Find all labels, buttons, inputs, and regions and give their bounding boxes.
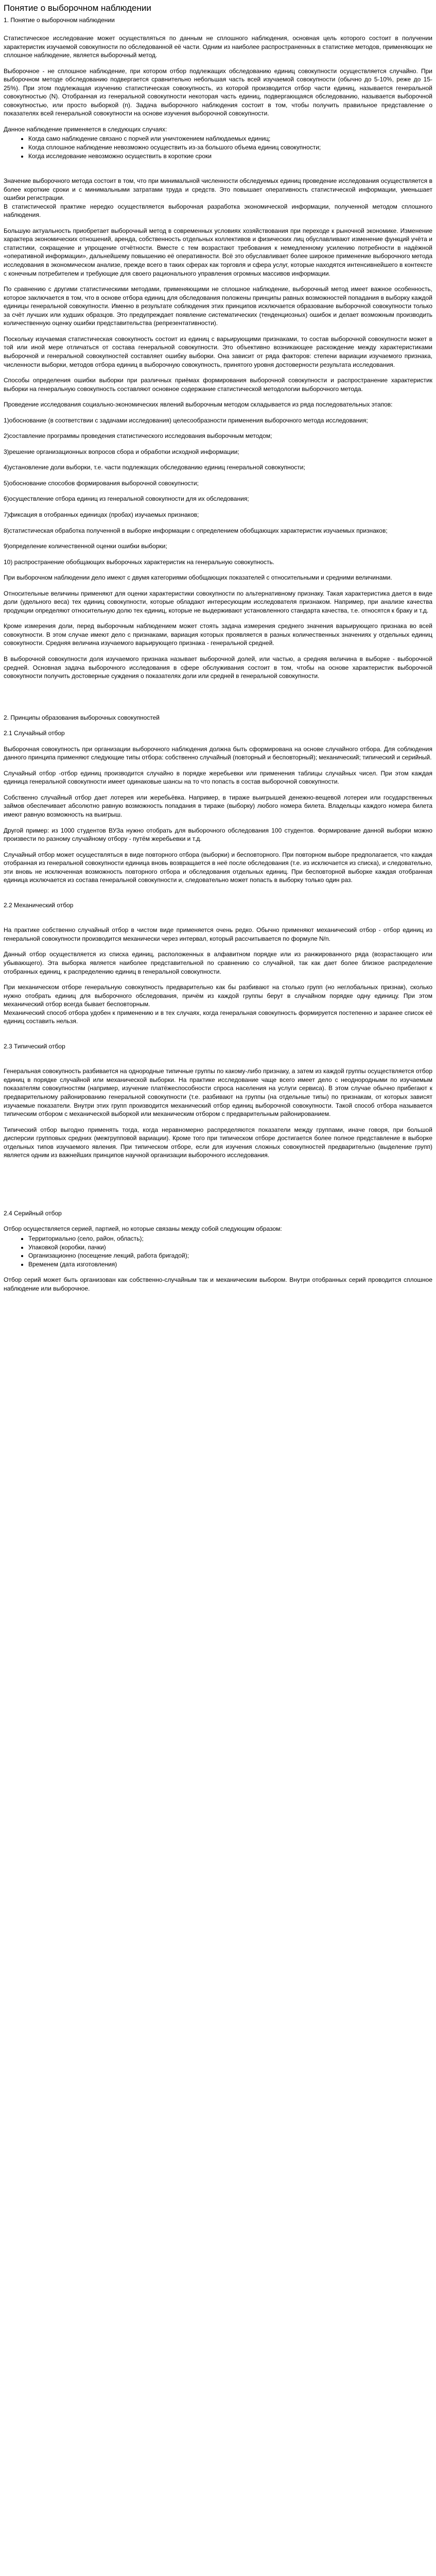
- paragraph-typical-1: Генеральная совокупность разбивается на однородные типичные группы по какому-либо признаку, а затем из каждой группы осуществляется отбор единиц в порядке случайной или механической выборки. На практике исследование чаще всего имеет дело с неоднородными по изучаемым показателям совокупностям (например, изучение платёжеспособности спроса населения на услуги сервиса). В этом случае обычно прибегают к предварительному районированию генеральной совокупности (т.е. разбивают на группы (на отдельные типы) по признакам, от которых зависят изучаемые показатели. Внутри этих групп производится механический отбор единиц выборочной совокупности. Такой способ отбора называется типическим отбором с механической выборкой или механическим отбором с предварительным районированием.: [4, 1067, 432, 1118]
- paragraph-mechanical-4: Механический способ отбора удобен к применению и в тех случаях, когда генеральная совокупность формируется постепенно и заранее список её единиц составить нельзя.: [4, 1009, 432, 1025]
- section-1-title: 1. Понятие о выборочном наблюдении: [4, 16, 115, 24]
- paragraph-serial-2: Отбор серий может быть организован как собственно-случайным так и механическим выбором. Внутри отобранных серий проводится сплошное наблюдение или выборочное.: [4, 1276, 432, 1292]
- series-list: [4, 1234, 432, 1268]
- stage-item: 6)осуществление отбора единиц из генеральной совокупности для их обследования;: [4, 495, 249, 503]
- stage-item: 4)установление доли выборки, т.е. части подлежащих обследованию единиц генеральной совокупности;: [4, 464, 305, 471]
- paragraph-intro: Статистическое исследование может осуществляться по данным не сплошного наблюдения, основная цель которого состоит в получении характеристик изучаемой совокупности по обследованной её части. Одним из наиболее распространенных в статистике методов, применяющих не сплошное наблюдение, является выборочный метод.: [4, 35, 432, 59]
- list-item: • Когда сплошное наблюдение невозможно осуществить из-за большого объема единиц совокупности;: [28, 143, 432, 152]
- list-item: • Когда само наблюдение связано с порчей или уничтожением наблюдаемых единиц;: [28, 134, 432, 143]
- stage-item: 3)решение организационных вопросов сбора и обработки исходной информации;: [4, 448, 239, 455]
- paragraph-actuality: Большую актуальность приобретает выборочный метод в современных условиях хозяйствования при переходе к рыночной экономике. Изменение характера экономических отношений, аренда, собственность отдельных коллективов и физических лиц обуславливают изменение функций учёта и статистики, сокращение и упрощение отчётности. Вместе с тем возрастают требования к немедленному усилению потребности в надёжной «оперативной информации», дальнейшему повышению её оперативности. Всё это обуславливает более широкое применение выборочного метода исследования в экономическом анализе, прежде всего в таких сферах как торговля и сфера услуг, которые находятся интенсивнейшего в контексте с конечным потребителем и требующие для своего рационального управления огромных массивов информации.: [4, 227, 432, 277]
- paragraph-significance: Значение выборочного метода состоит в том, что при минимальной численности обследуемых единиц проведение исследования осуществляется в более короткие сроки и с минимальными затратами труда и средств. Это повышает оперативность статистической информации, уменьшает ошибки регистрации.: [4, 177, 432, 202]
- paragraph-sampling-error: Поскольку изучаемая статистическая совокупность состоит из единиц с варьирующими признаками, то состав выборочной совокупности может в той или иной мере отличаться от состава генеральной совокупности. Это объективно возникающее расхождение между характеристиками выборочной и генеральной совокупностей составляет ошибку выборки. Она зависит от ряда факторов: степени вариации изучаемого признака, численности выборки, методов отбора единиц в выборочную совокупность, принятого уровня достоверности результата исследования.: [4, 335, 432, 368]
- stage-item: 10) распространение обобщающих выборочных характеристик на генеральную совокупность.: [4, 558, 275, 566]
- document-title: Понятие о выборочном наблюдении: [4, 3, 151, 13]
- stage-item: 7)фиксация в отобранных единицах (пробах) изучаемых признаков;: [4, 511, 199, 518]
- paragraph-stages-intro: Проведение исследования социально-экономических явлений выборочным методом складывается из ряда последовательных этапов:: [4, 401, 393, 409]
- paragraph-mechanical-3: При механическом отборе генеральную совокупность предварительно как бы разбивают на столько групп (но неглобальных признак), сколько нужно отобрать единиц для выборочного обследования, причём из каждой группы берут в случайном порядке одну единицу. При этом механический отбор всегда бывает бесповторным.: [4, 984, 432, 1008]
- paragraph-indicators: При выборочном наблюдении дело имеют с двумя категориями обобщающих показателей с относительными и средними величинами.: [4, 574, 392, 582]
- stage-item: 8)статистическая обработка полученной в выборке информации с определением обобщающих характеристик изучаемых признаков;: [4, 527, 388, 534]
- list-item: • Временем (дата изготовления): [28, 1260, 432, 1269]
- paragraph-random-2: Случайный отбор -отбор единиц производится случайно в порядке жеребьевки или применения таблицы случайных чисел. При этом каждая единица генеральной совокупности имеет одинаковые шансы на то что попасть в состав выборочной совокупности.: [4, 769, 432, 786]
- list-item: • Когда исследование невозможно осуществить в короткие сроки: [28, 152, 432, 161]
- section-2-1-title: 2.1 Случайный отбор: [4, 730, 65, 737]
- paragraph-typical-2: Типический отбор выгодно применять тогда, когда неравномерно распределяются показатели между группами, иначе говоря, при большой дисперсии групповых средних (межгрупповой вариации). Кроме того при типическом отборе достигается более полное представление в выборке отдельных типов изучаемого явления. При типическом отборе, если для изучения сложных совокупностей предварительно (выделение групп) является одним из важнейших принципов научной организации выборочного исследования.: [4, 1126, 432, 1159]
- section-2-title: 2. Принципы образования выборочных совокупностей: [4, 714, 160, 721]
- paragraph-comparison: По сравнению с другими статистическими методами, применяющими не сплошное наблюдение, выборочный метод имеет важное особенность, которое заключается в том, что в основе отбора единиц для обследования положены принципы равных возможностей попадания в выборку каждой единицы генеральной совокупности. Именно в результате соблюдения этих принципов исключается образование выборочной совокупности только за счёт лучших или худших образцов. Это предупреждает появление систематических (тенденциозных) ошибок и делает возможным производить количественную оценку ошибки представительства (репрезентативности).: [4, 285, 432, 327]
- paragraph-random-4: Другой пример: из 1000 студентов ВУЗа нужно отобрать для выборочного обследования 100 студентов. Формирование данной выборки можно произвести по разному случайному отбору - путём жеребьевки и т.д.: [4, 826, 432, 843]
- paragraph-relative-values: Относительные величины применяют для оценки характеристики совокупности по альтернативному признаку. Такая характеристика дается в виде доли (удельного веса) тех единиц совокупности, которые обладают интересующим исследователя признаком. Например, при анализе качества продукции определяют относительную долю тех единиц, которые не выдерживают установленного стандарта качества, т.е. относятся к браку и т.д.: [4, 589, 432, 614]
- list-item: • Территориально (село, район, область);: [28, 1234, 432, 1243]
- section-2-2-title: 2.2 Механический отбор: [4, 901, 74, 909]
- section-2-4-title: 2.4 Серийный отбор: [4, 1209, 62, 1217]
- paragraph-definition: Выборочное - не сплошное наблюдение, при котором отбор подлежащих обследованию единиц совокупности осуществляется случайно. При выборочном методе обследованию подвергается сравнительно небольшая часть всей изучаемой совокупности (обычно до 5-10%, реже до 15-25%). При этом подлежащая изучению статистическая совокупность, из которой производится отбор части единиц, называется генеральной совокупностью (N). Отобранная из генеральной совокупности некоторая часть единиц, подвергающаяся обследованию, называется выборочной совокупностью, или просто выборкой (n). Задача выборочного наблюдения состоит в том, чтобы получить правильное представление о показателях всей генеральной совокупности на основе изучения выборочной совокупности.: [4, 67, 432, 117]
- paragraph-mechanical-1: На практике собственно случайный отбор в чистом виде применяется очень редко. Обычно применяют механический отбор - отбор единиц из генеральной совокупности производится механически через интервал, который рассчитывается по формуле N/n.: [4, 926, 432, 942]
- cases-list: [4, 134, 432, 160]
- paragraph-practice: В статистической практике нередко осуществляется выборочная разработка экономической информации, полученной методом сплошного наблюдения.: [4, 202, 432, 219]
- paragraph-cases-intro: Данное наблюдение применяется в следующих случаях:: [4, 125, 167, 133]
- paragraph-random-1: Выборочная совокупность при организации выборочного наблюдения должна быть сформирована на основе случайного отбора. Для соблюдения данного принципа применяют следующие типы отбора: собственно случайный (повторный и бесповторный); механический; типический и серийный.: [4, 745, 432, 761]
- document: [4, 2, 432, 1293]
- paragraph-serial-1: Отбор осуществляется серией, партией, но которые связаны между собой следующим образом:: [4, 1225, 282, 1233]
- stage-item: 5)обоснование способов формирования выборочной совокупности;: [4, 479, 199, 487]
- list-item: • Организационно (посещение лекций, работа бригадой);: [28, 1251, 432, 1260]
- paragraph-sample-share: В выборочной совокупности доля изучаемого признака называет выборочной долей, или частью, а средняя величина в выборке - выборочной средней. Основная задача выборочного исследования в сфере обслуживания состоит в том, чтобы на основе характеристик выборочной совокупности получить достоверные суждения о показателях доли или средней в генеральной совокупности.: [4, 655, 432, 680]
- stage-item: 2)составление программы проведения статистического исследования выборочным методом;: [4, 432, 272, 440]
- paragraph-random-3: Собственно случайный отбор дает лотерея или жеребьёвка. Например, в тираже выигрышей денежно-вещевой лотереи или государственных займов обеспечивает абсолютно равную возможность попадания в тираже (выборку) любого номера билета. Владельцы каждого номера билета имеют равную возможность на выигрыш.: [4, 793, 432, 818]
- paragraph-mean-values: Кроме измерения доли, перед выборочным наблюдением может стоять задача измерения среднего значения варьирующего признака во всей совокупности. В этом случае имеют дело с признаками, вариация которых проявляется в разных количественных значениях у отдельных единиц совокупности. Средняя величина изучаемого варьирующего признака - генеральной средней.: [4, 622, 432, 647]
- stage-item: 9)определение количественной оценки ошибки выборки;: [4, 543, 167, 550]
- paragraph-mechanical-2: Данный отбор осуществляется из списка единиц, расположенных в алфавитном порядке или из ранжированного ряда (возрастающего или убывающего). Эта выборка является наиболее представительной по сравнению со случайной, так как дает более близкое распределение отобранных единиц, к распределению единиц в генеральной совокупности.: [4, 951, 432, 975]
- list-item: • Упаковкой (коробки, пачки): [28, 1243, 432, 1252]
- section-2-3-title: 2.3 Типический отбор: [4, 1042, 65, 1050]
- stage-item: 1)обоснование (в соответствии с задачами исследования) целесообразности применения выборочного метода исследования;: [4, 416, 368, 424]
- paragraph-random-5: Случайный отбор может осуществляться в виде повторного отбора (выборки) и бесповторного. При повторном выборе предполагается, что каждая отобранная из генеральной совокупности единица вновь возвращается в неё после обследования (т.е. из исключается из списка), и следовательно, эти вновь не исключенная возможность повторного отбора и обследования отдельных единиц. При бесповторной выборке каждая отобранная единица исключается из состава генеральной совокупности и, следовательно может попасть в выборку только один раз.: [4, 851, 432, 884]
- paragraph-methods: Способы определения ошибки выборки при различных приёмах формирования выборочной совокупности и распространение характеристик выборки на генеральную совокупность составляют основное содержание статистической методологии выборочного метода.: [4, 377, 432, 393]
